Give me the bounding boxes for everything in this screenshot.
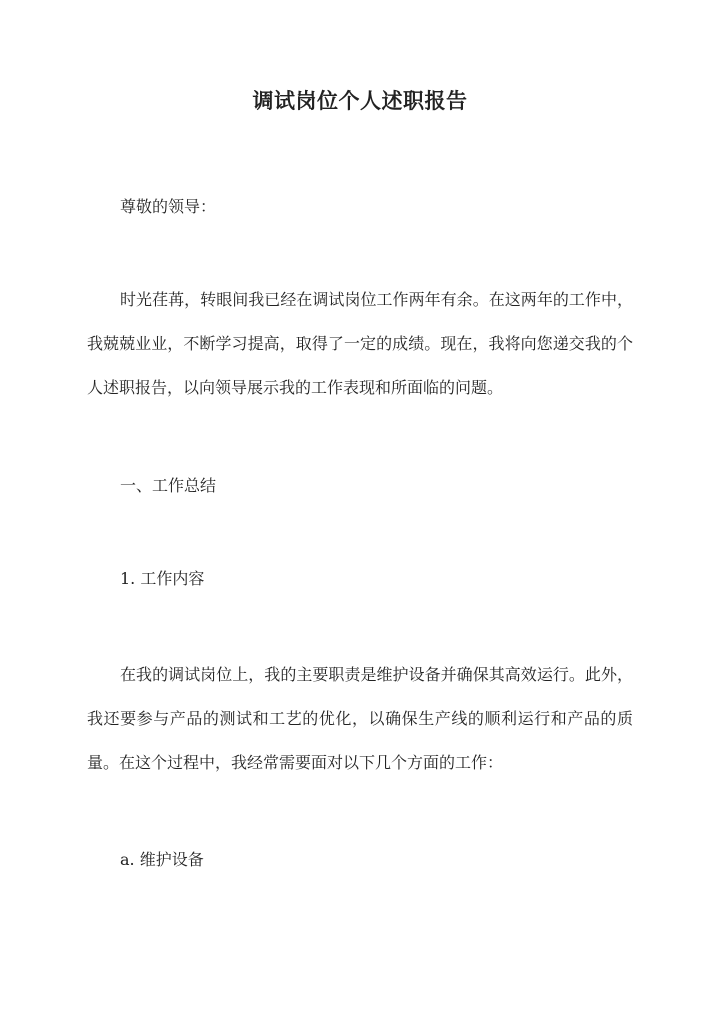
intro-paragraph: 时光荏苒，转眼间我已经在调试岗位工作两年有余。在这两年的工作中，我兢兢业业，不断学习提高，取得了一定的成绩。现在，我将向您递交我的个人述职报告，以向领导展示我的工作表现和所面临的问题。 — [87, 290, 633, 397]
list-item-maintain-equipment: a. 维护设备 — [120, 850, 204, 869]
work-content-paragraph: 在我的调试岗位上，我的主要职责是维护设备并确保其高效运行。此外，我还要参与产品的测试和工艺的优化，以确保生产线的顺利运行和产品的质量。在这个过程中，我经常需要面对以下几个方面的工作： — [87, 665, 633, 772]
section-heading-work-summary: 一、工作总结 — [120, 476, 217, 495]
document-title: 调试岗位个人述职报告 — [252, 88, 468, 113]
subsection-heading-work-content: 1. 工作内容 — [120, 569, 205, 588]
salutation: 尊敬的领导： — [120, 197, 217, 216]
